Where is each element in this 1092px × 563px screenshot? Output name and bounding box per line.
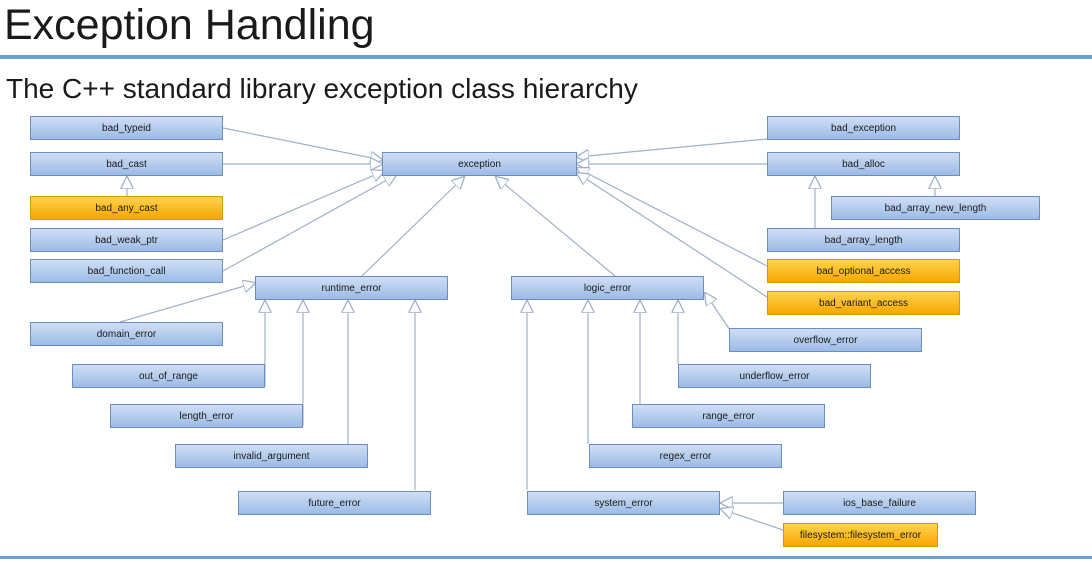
- class-box-overflow-error: overflow_error: [729, 328, 922, 352]
- page-title: Exception Handling: [4, 1, 375, 49]
- edge-bad-typeid-exception: [223, 128, 382, 160]
- class-box-underflow-error: underflow_error: [678, 364, 871, 388]
- edge-runtime-error-exception: [362, 177, 464, 276]
- class-box-ios-base-failure: ios_base_failure: [783, 491, 976, 515]
- page-subtitle: The C++ standard library exception class hierarchy: [6, 73, 638, 104]
- class-box-length-error: length_error: [110, 404, 303, 428]
- class-box-bad-optional-access: bad_optional_access: [767, 259, 960, 283]
- class-box-bad-exception: bad_exception: [767, 116, 960, 140]
- class-box-bad-typeid: bad_typeid: [30, 116, 223, 140]
- edge-bad-optional-access-exception: [577, 168, 767, 266]
- class-box-invalid-argument: invalid_argument: [175, 444, 368, 468]
- class-box-exception: exception: [382, 152, 577, 176]
- class-box-bad-variant-access: bad_variant_access: [767, 291, 960, 315]
- class-box-bad-weak-ptr: bad_weak_ptr: [30, 228, 223, 252]
- edge-overflow-error-logic-error: [705, 293, 730, 330]
- class-box-range-error: range_error: [632, 404, 825, 428]
- edge-bad-exception-exception: [577, 139, 767, 157]
- class-box-bad-alloc: bad_alloc: [767, 152, 960, 176]
- class-box-runtime-error: runtime_error: [255, 276, 448, 300]
- edge-logic-error-exception: [496, 177, 615, 276]
- edge-bad-weak-ptr-exception: [223, 171, 384, 240]
- class-box-out-of-range: out_of_range: [72, 364, 265, 388]
- class-box-regex-error: regex_error: [589, 444, 782, 468]
- class-box-bad-cast: bad_cast: [30, 152, 223, 176]
- edge-domain-error-runtime-error: [120, 283, 255, 322]
- edge-filesystem-error-system-error: [721, 509, 783, 530]
- class-box-logic-error: logic_error: [511, 276, 704, 300]
- class-box-bad-array-length: bad_array_length: [767, 228, 960, 252]
- class-box-domain-error: domain_error: [30, 322, 223, 346]
- class-box-filesystem-error: filesystem::filesystem_error: [783, 523, 938, 547]
- class-box-bad-any-cast: bad_any_cast: [30, 196, 223, 220]
- edge-bad-function-call-exception: [223, 175, 396, 271]
- class-box-bad-function-call: bad_function_call: [30, 259, 223, 283]
- footer-divider: [0, 556, 1092, 559]
- class-box-system-error: system_error: [527, 491, 720, 515]
- class-box-bad-array-new-length: bad_array_new_length: [831, 196, 1040, 220]
- class-box-future-error: future_error: [238, 491, 431, 515]
